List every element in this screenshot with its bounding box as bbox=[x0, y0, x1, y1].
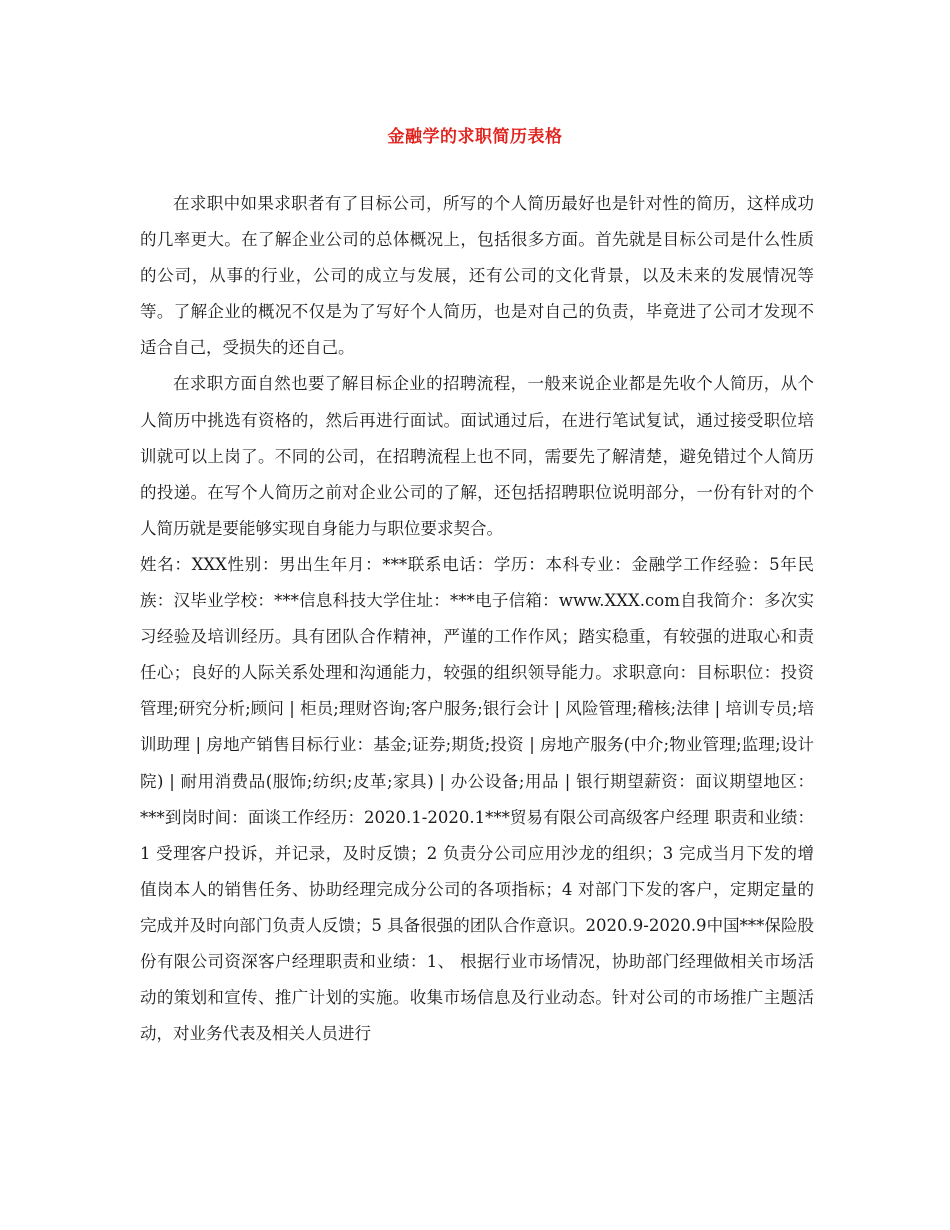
paragraph-company-research: 在求职中如果求职者有了目标公司，所写的个人简历最好也是针对性的简历，这样成功的几率更大。在了解企业公司的总体概况上，包括很多方面。首先就是目标公司是什么性质的公司，从事的行业，公司的成立与发展，还有公司的文化背景，以及未来的发展情况等等。了解企业的概况不仅是为了写好个人简历，也是对自己的负责，毕竟进了公司才发现不适合自己，受损失的还自己。 bbox=[140, 194, 814, 358]
paragraph-resume-details: 姓名：XXX性别：男出生年月：***联系电话：学历：本科专业：金融学工作经验：5年民族：汉毕业学校：***信息科技大学住址：***电子信箱：www.XXX.com自我简介：多次实习经验及培训经历。具有团队合作精神，严谨的工作作风；踏实稳重，有较强的进取心和责任心；良好的人际关系处理和沟通能力，较强的组织领导能力。求职意向：目标职位：投资管理;研究分析;顾问 | 柜员;理财咨询;客户服务;银行会计 | 风险管理;稽核;法律 | 培训专员;培训助理 | 房地产销售目标行业：基金;证券;期货;投资 | 房地产服务(中介;物业管理;监理;设计院) | 耐用消费品(服饰;纺织;皮革;家具) | 办公设备;用品 | 银行期望薪资：面议期望地区：***到岗时间：面谈工作经历：2020.1-2020.1***贸易有限公司高级客户经理 职责和业绩：1 受理客户投诉，并记录，及时反馈；2 负责分公司应用沙龙的组织；3 完成当月下发的增值岗本人的销售任务、协助经理完成分公司的各项指标；4 对部门下发的客户，定期定量的完成并及时向部门负责人反馈；5 具备很强的团队合作意识。2020.9-2020.9中国***保险股份有限公司资深客户经理职责和业绩：1、 根据行业市场情况，协助部门经理做相关市场活动的策划和宣传、推广计划的实施。收集市场信息及行业动态。针对公司的市场推广主题活动，对业务代表及相关人员进行 bbox=[140, 554, 814, 1044]
document-body bbox=[140, 186, 814, 1052]
paragraph-recruitment-process: 在求职方面自然也要了解目标企业的招聘流程，一般来说企业都是先收个人简历，从个人简历中挑选有资格的，然后再进行面试。面试通过后，在进行笔试复试，通过接受职位培训就可以上岗了。不同的公司，在招聘流程上也不同，需要先了解清楚，避免错过个人简历的投递。在写个人简历之前对企业公司的了解，还包括招聘职位说明部分，一份有针对的个人简历就是要能够实现自身能力与职位要求契合。 bbox=[140, 374, 814, 538]
document-title: 金融学的求职简历表格 bbox=[387, 127, 563, 147]
